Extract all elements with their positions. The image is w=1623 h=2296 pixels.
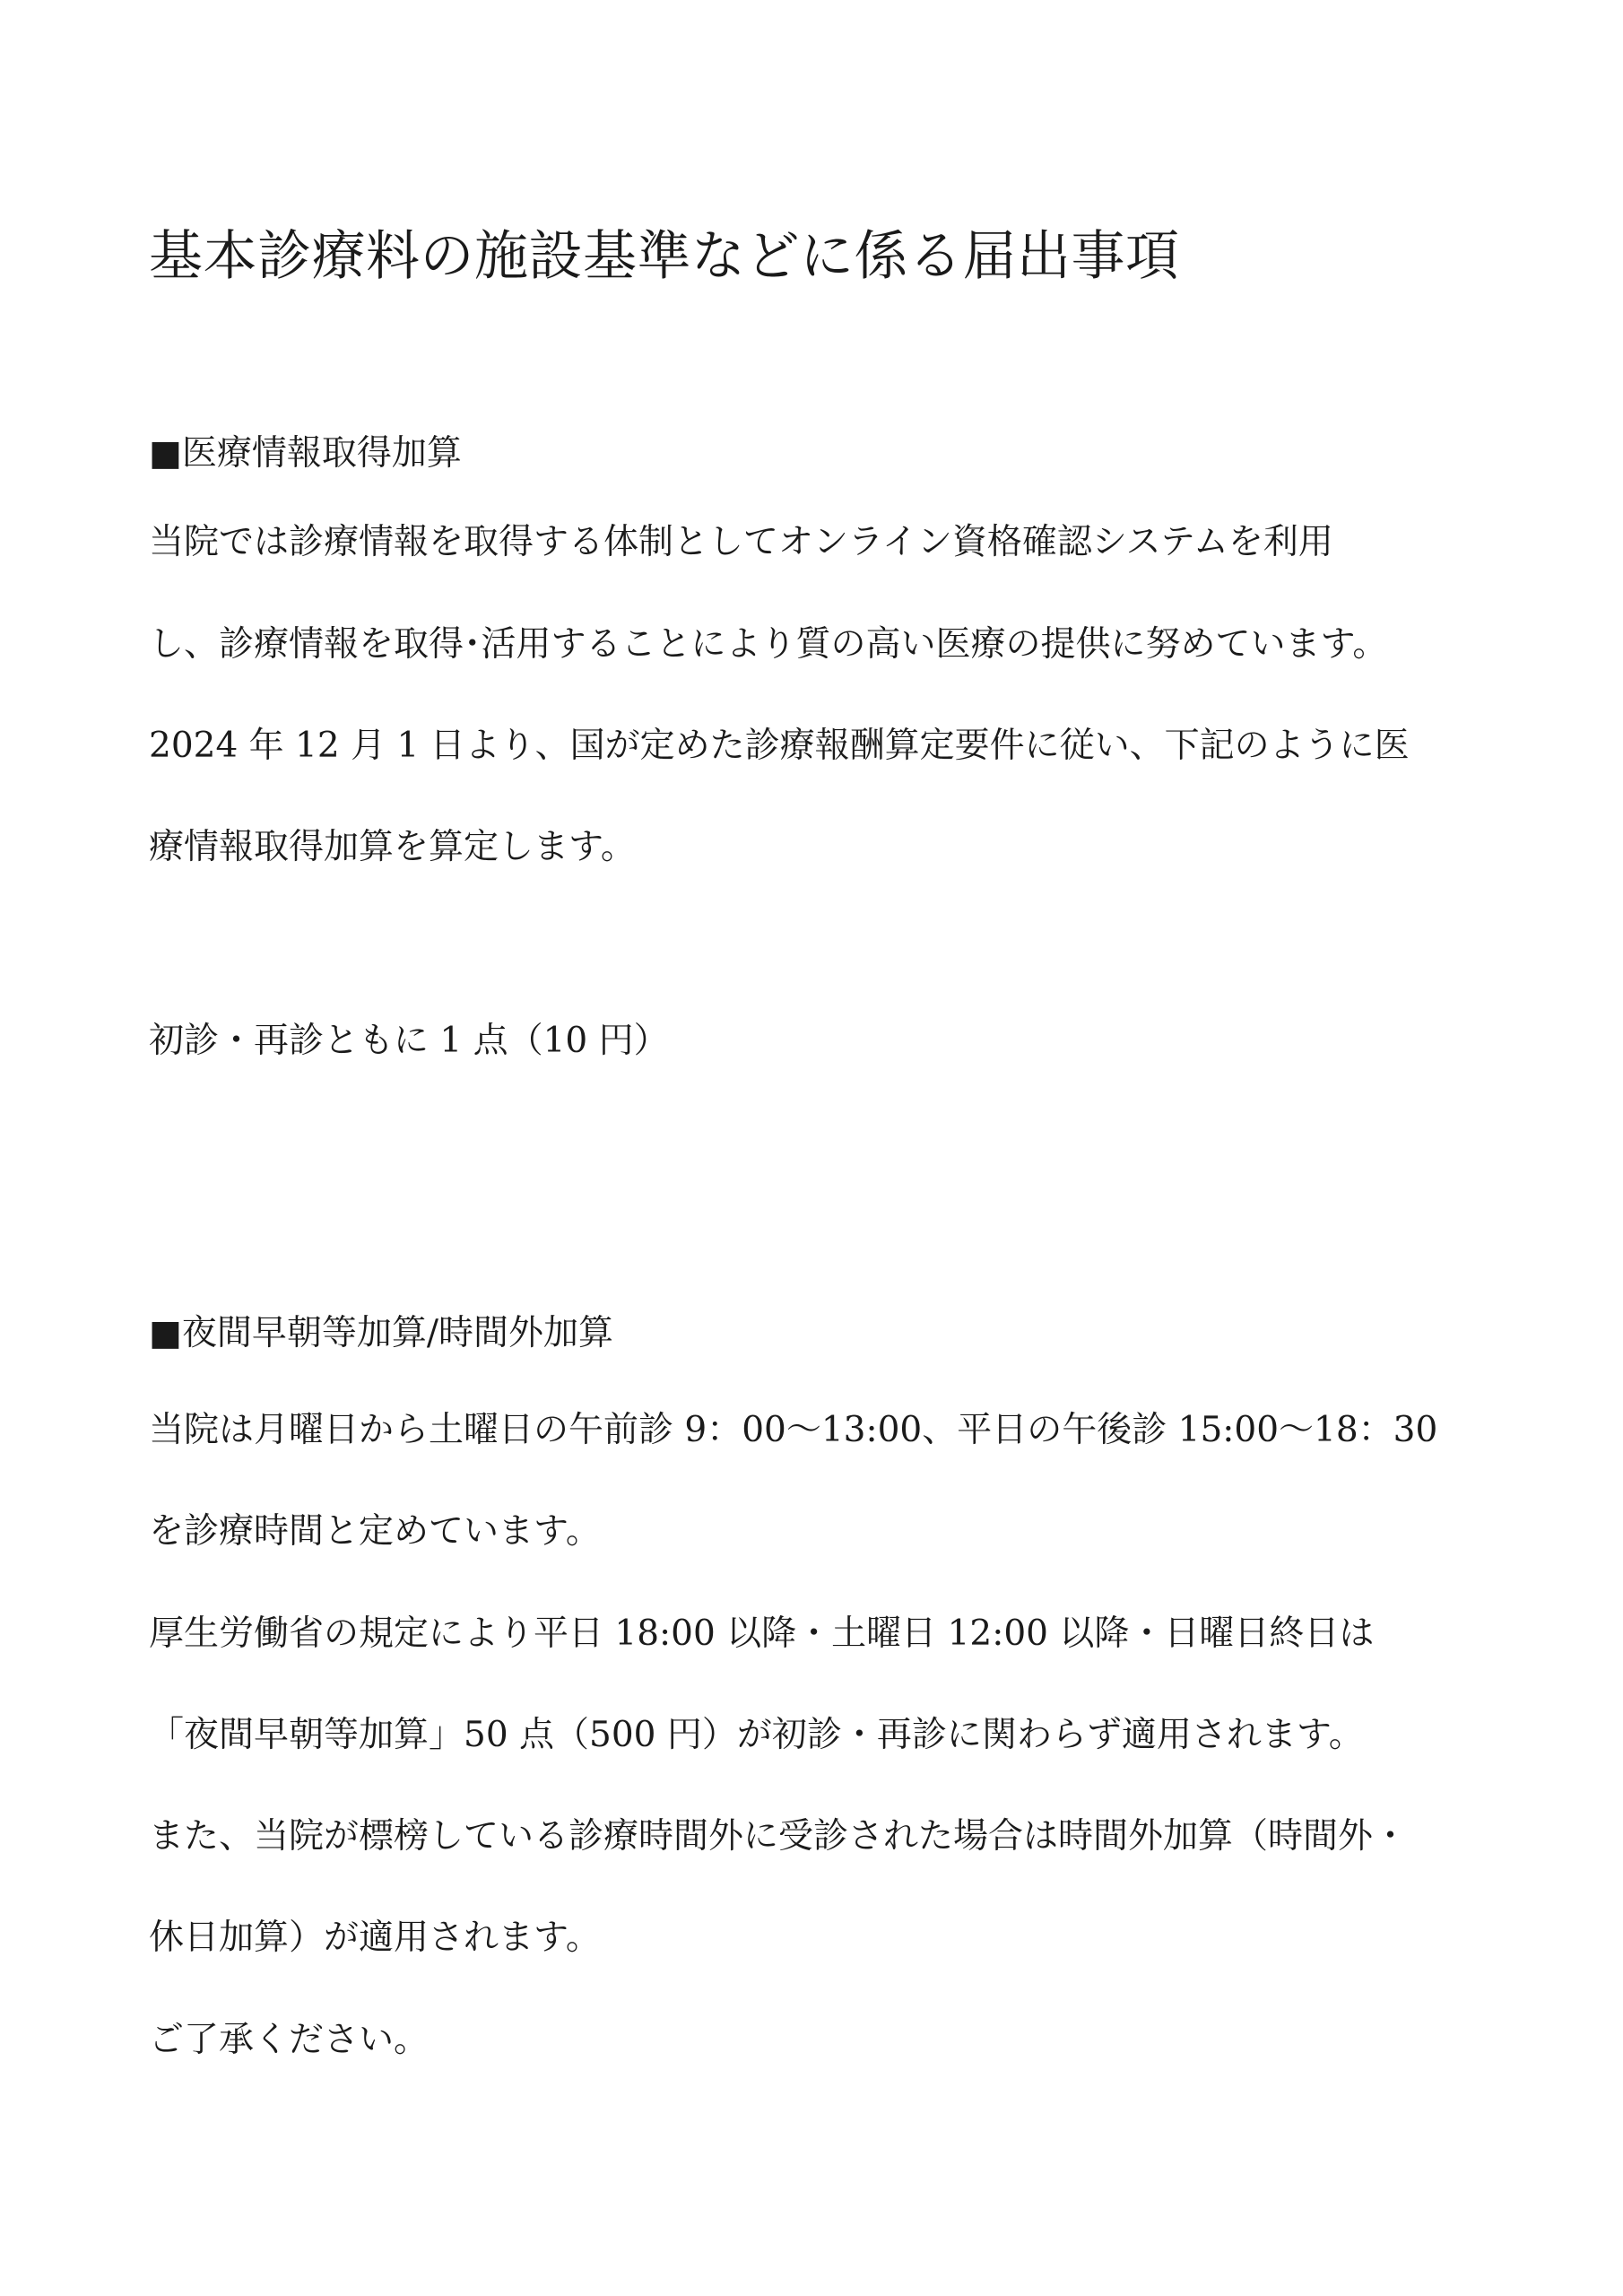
section-heading-medical-info: ■医療情報取得加算 (149, 433, 462, 474)
paragraph-line: 「夜間早朝等加算」50 点（500 円）が初診・再診に関わらず適用されます。 (149, 1715, 1364, 1755)
paragraph-line: 療情報取得加算を算定します。 (149, 827, 636, 867)
paragraph-line: 休日加算）が適用されます。 (149, 1918, 601, 1958)
section-heading-night-fee: ■夜間早朝等加算/時間外加算 (149, 1313, 613, 1353)
paragraph-line: し、診療情報を取得･活用することにより質の高い医療の提供に努めています。 (149, 624, 1388, 665)
paragraph-line: 厚生労働省の規定により平日 18:00 以降・土曜日 12:00 以降・日曜日終日は (149, 1613, 1375, 1654)
closing-line: ご了承ください。 (149, 2020, 430, 2060)
paragraph-line: 当院は月曜日から土曜日の午前診 9：00〜13:00、平日の午後診 15:00〜18：30 (149, 1410, 1438, 1450)
paragraph-line: 2024 年 12 月 1 日より、国が定めた診療報酬算定要件に従い、下記のように医 (149, 726, 1410, 766)
paragraph-line: 当院では診療情報を取得する体制としてオンライン資格確認システムを利用 (149, 522, 1333, 562)
page-title: 基本診療料の施設基準などに係る届出事項 (149, 225, 1180, 288)
paragraph-line: を診療時間と定めています。 (149, 1511, 601, 1552)
paragraph-line: また、当院が標榜している診療時間外に受診された場合は時間外加算（時間外・ (149, 1816, 1409, 1857)
points-note: 初診・再診ともに 1 点（10 円） (149, 1021, 669, 1061)
